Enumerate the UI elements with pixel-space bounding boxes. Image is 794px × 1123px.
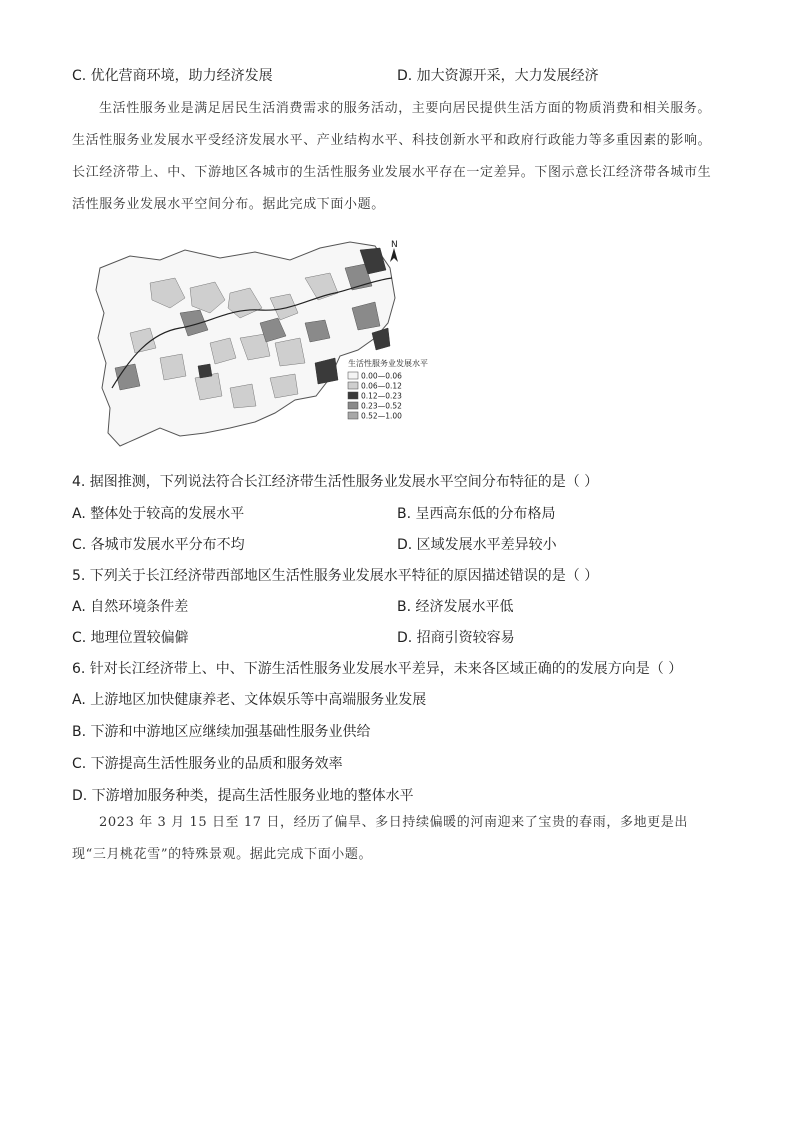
q6-option-c: C. 下游提高生活性服务业的品质和服务效率	[72, 756, 343, 772]
legend-label: 0.52—1.00	[361, 411, 402, 421]
legend-label: 0.06—0.12	[361, 381, 402, 391]
option-d-prev: D. 加大资源开采，大力发展经济	[397, 68, 599, 84]
q6-option-a: A. 上游地区加快健康养老、文体娱乐等中高端服务业发展	[72, 692, 427, 708]
map-legend	[348, 372, 402, 421]
q5-option-b: B. 经济发展水平低	[397, 599, 514, 615]
q5-option-a: A. 自然环境条件差	[72, 599, 189, 615]
question-4-stem: 4. 据图推测，下列说法符合长江经济带生活性服务业发展水平空间分布特征的是（ ）	[72, 474, 599, 490]
legend-label: 0.12—0.23	[361, 391, 402, 401]
legend-label: 0.00—0.06	[361, 371, 402, 381]
legend-swatch	[348, 392, 358, 399]
q5-option-c: C. 地理位置较偏僻	[72, 630, 189, 646]
q4-option-d: D. 区域发展水平差异较小	[397, 537, 557, 553]
legend-label: 0.23—0.52	[361, 401, 402, 411]
north-label: N	[391, 240, 398, 250]
question-6-stem: 6. 针对长江经济带上、中、下游生活性服务业发展水平差异，未来各区域正确的的发展方向是（ ）	[72, 661, 683, 677]
q5-option-d: D. 招商引资较容易	[397, 630, 515, 646]
legend-swatch	[348, 402, 358, 409]
intro-paragraph: 生活性服务业是满足居民生活消费需求的服务活动，主要向居民提供生活方面的物质消费和相关服务。生活性服务业发展水平受经济发展水平、产业结构水平、科技创新水平和政府行政能力等多重因素的影响。长江经济带上、中、下游地区各城市的生活性服务业发展水平存在一定差异。下图示意长江经济带各城市生活性服务业发展水平空间分布。据此完成下面小题。	[72, 101, 712, 212]
legend-swatch	[348, 382, 358, 389]
q4-option-c: C. 各城市发展水平分布不均	[72, 537, 245, 553]
option-c-prev: C. 优化营商环境，助力经济发展	[72, 68, 273, 84]
yangtze-economic-belt-map	[90, 238, 440, 452]
legend-swatch	[348, 372, 358, 379]
intro2-paragraph: 2023 年 3 月 15 日至 17 日，经历了偏旱、多日持续偏暖的河南迎来了宝贵的春雨，多地更是出现“三月桃花雪”的特殊景观。据此完成下面小题。	[72, 815, 688, 862]
q4-option-a: A. 整体处于较高的发展水平	[72, 506, 245, 522]
q6-option-b: B. 下游和中游地区应继续加强基础性服务业供给	[72, 724, 371, 740]
q4-option-b: B. 呈西高东低的分布格局	[397, 506, 556, 522]
legend-swatch	[348, 412, 358, 419]
legend-title: 生活性服务业发展水平	[348, 359, 428, 368]
q6-option-d: D. 下游增加服务种类，提高生活性服务业地的整体水平	[72, 788, 414, 804]
question-5-stem: 5. 下列关于长江经济带西部地区生活性服务业发展水平特征的原因描述错误的是（ ）	[72, 568, 599, 584]
north-arrow-icon	[390, 248, 398, 262]
